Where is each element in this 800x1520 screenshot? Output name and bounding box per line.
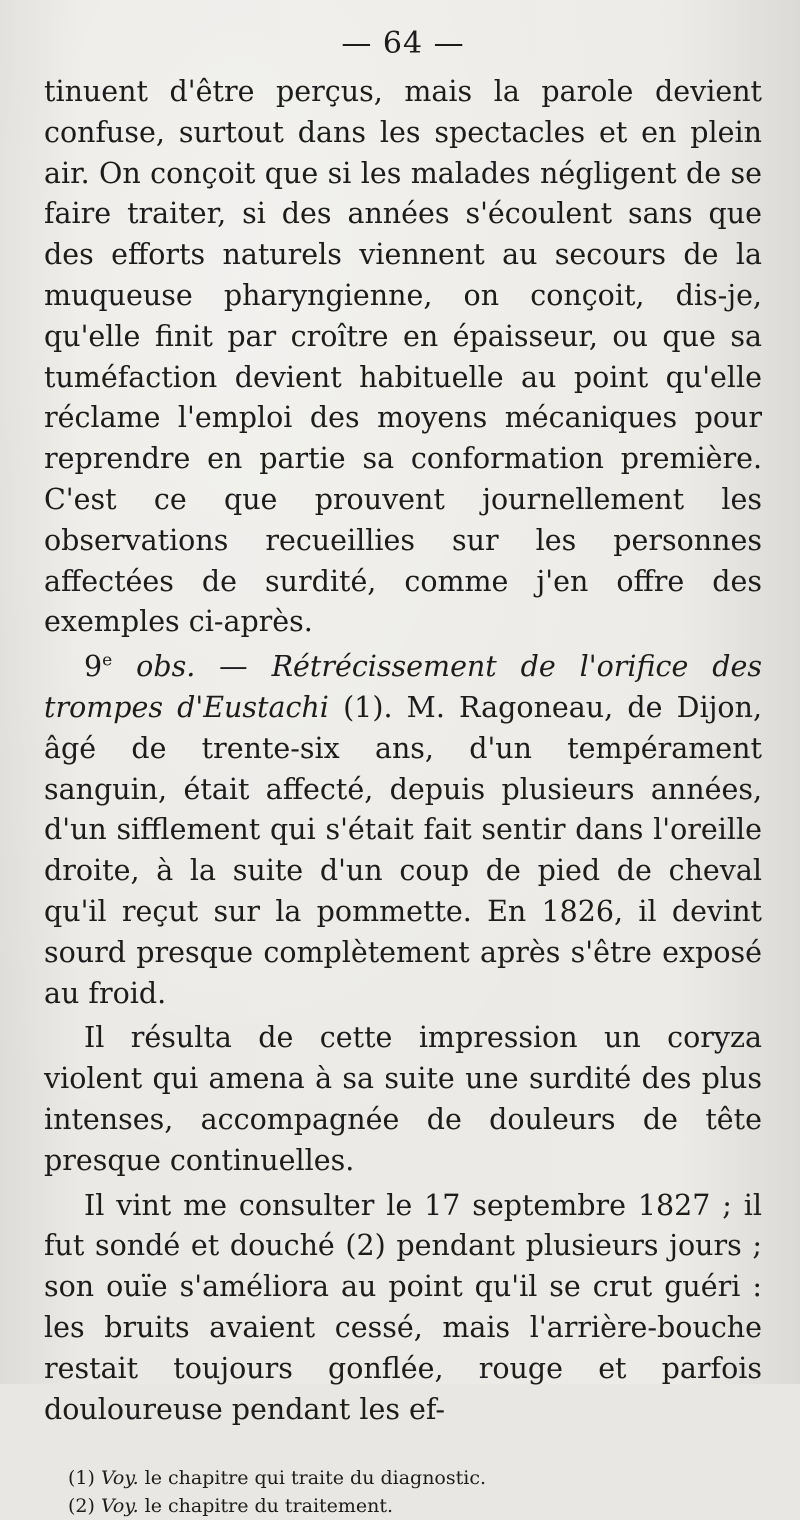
paragraph-consultation: Il vint me consulter le 17 septembre 1827 ; il fut sondé et douché (2) pendant plusieurs jours ; son ouïe s'améliora au point qu'il se crut guéri : les bruits avaient cessé, mais l'arrière-bouche restait toujours gonflée, rouge et parfois douloureuse pendant les ef- — [44, 1188, 762, 1426]
observation-number: 9 — [84, 650, 103, 684]
footnotes — [44, 1464, 762, 1520]
footnote-voy: Voy. — [100, 1467, 139, 1490]
paragraph-continuation: tinuent d'être perçus, mais la parole devient confuse, surtout dans les spectacles et en plein air. On conçoit que si les malades négligent de se faire traiter, si des années s'écoulent sans que des efforts naturels viennent au secours de la muqueuse pharyngienne, on conçoit, dis-je, qu'elle finit par croître en épaisseur, ou que sa tuméfaction devient habituelle au point qu'elle réclame l'emploi des moyens mécaniques pour reprendre en partie sa conformation première. C'est ce que prouvent journellement les observations recueillies sur les personnes affectées de surdité, comme j'en offre des exemples ci-après. — [44, 75, 762, 639]
footnote-marker: (2) — [68, 1495, 101, 1518]
body-text — [44, 72, 762, 1430]
page-number: — 64 — — [341, 26, 465, 61]
observation-title: — Rétrécissement de l'orifice des trompes d'Eustachi — [44, 650, 762, 724]
footnote-2 — [68, 1492, 762, 1520]
observation-label: obs. — [112, 650, 196, 684]
observation-text: (1). M. Ragoneau, de Dijon, âgé de trente-six ans, d'un tempérament sanguin, était affecté, depuis plusieurs années, d'un sifflement qui s'était fait sentir dans l'oreille droite, à la suite d'un coup de pied de cheval qu'il reçut sur la pommette. En 1826, il devint sourd presque complètement après s'être exposé au froid. — [44, 690, 763, 1010]
footnote-text: le chapitre qui traite du diagnostic. — [138, 1467, 487, 1490]
footnote-text: le chapitre du traitement. — [138, 1495, 394, 1518]
footnote-voy: Voy. — [100, 1495, 139, 1518]
paragraph-observation — [44, 647, 762, 1014]
observation-superscript: e — [102, 650, 113, 671]
paragraph-coryza: Il résulta de cette impression un coryza violent qui amena à sa suite une surdité des plus intenses, accompagnée de douleurs de tête presque continuelles. — [44, 1021, 762, 1177]
footnote-1 — [68, 1464, 762, 1492]
footnote-marker: (1) — [68, 1467, 101, 1490]
